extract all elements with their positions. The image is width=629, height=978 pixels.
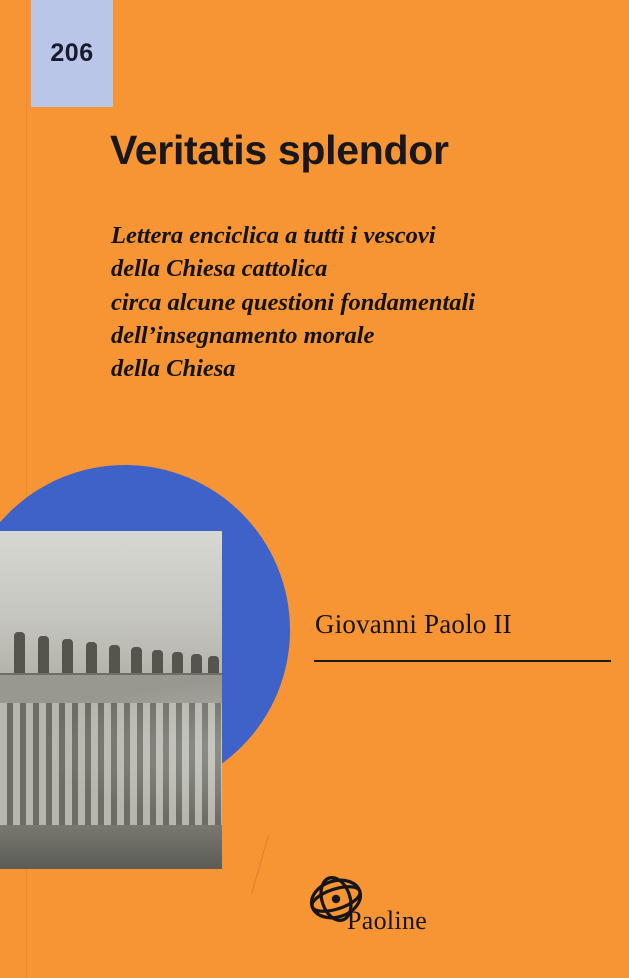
publisher-name: Paoline [347,906,428,935]
photo-shading [0,666,222,835]
book-subtitle [111,219,611,386]
colonnade-photograph [0,531,222,869]
subtitle-line-3: circa alcune questioni fondamentali [111,288,476,316]
subtitle-line-5: della Chiesa [111,355,236,383]
subtitle-line-1: Lettera enciclica a tutti i vescovi [111,222,436,249]
subtitle-line-4: dell’insegnamento morale [111,321,375,349]
subtitle-line-2: della Chiesa cattolica [111,255,328,283]
book-author: Giovanni Paolo II [315,609,512,639]
author-divider [314,660,611,662]
series-number-box [31,0,113,107]
series-number: 206 [50,39,94,67]
decorative-line [251,835,269,895]
book-title: Veritatis splendor [110,127,449,173]
